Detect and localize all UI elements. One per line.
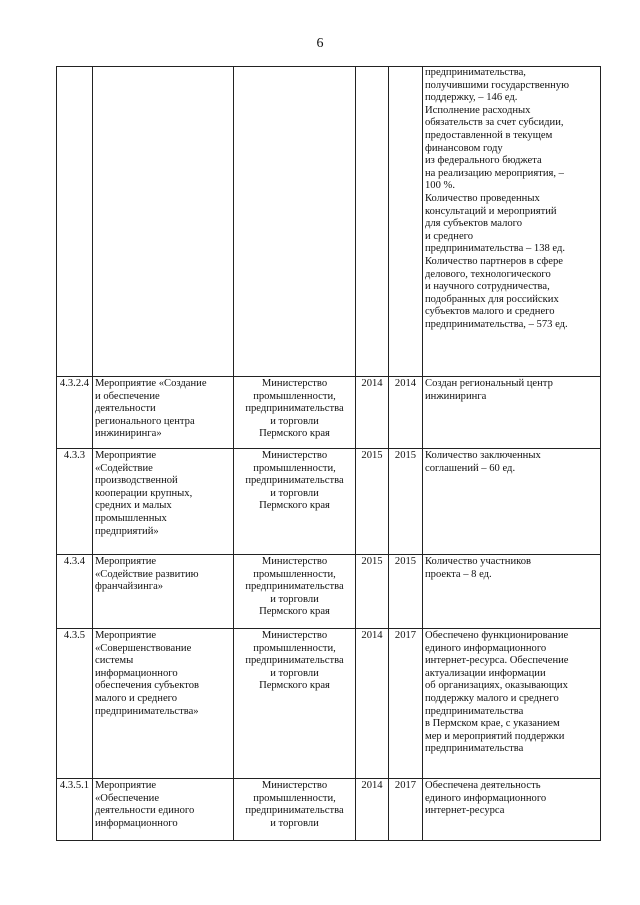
start-year: 2014 bbox=[356, 779, 389, 841]
responsible-org: Министерство промышленности, предпринимательства и торговли Пермского края bbox=[234, 629, 356, 779]
expected-result: Обеспечено функционирование единого информационного интернет-ресурса. Обеспечение актуализации информации об организациях, оказывающих поддержку малого и среднего предпринимательства в Пермском крае, с указанием мер и мероприятий поддержки предпринимательства bbox=[423, 629, 601, 779]
expected-result: Создан региональный центр инжиниринга bbox=[423, 377, 601, 449]
row-number: 4.3.5.1 bbox=[57, 779, 93, 841]
table-row bbox=[57, 449, 601, 555]
responsible-org bbox=[234, 67, 356, 377]
activity-title: Мероприятие «Обеспечение деятельности единого информационного bbox=[93, 779, 234, 841]
start-year: 2015 bbox=[356, 555, 389, 629]
end-year: 2015 bbox=[389, 555, 423, 629]
row-number: 4.3.2.4 bbox=[57, 377, 93, 449]
row-number bbox=[57, 67, 93, 377]
page-number: 6 bbox=[316, 36, 324, 51]
row-number: 4.3.3 bbox=[57, 449, 93, 555]
start-year: 2015 bbox=[356, 449, 389, 555]
activity-title bbox=[93, 67, 234, 377]
expected-result: Количество участников проекта – 8 ед. bbox=[423, 555, 601, 629]
end-year: 2014 bbox=[389, 377, 423, 449]
expected-result: предпринимательства, получившими государственную поддержку, – 146 ед. Исполнение расходных обязательств за счет субсидии, предоставленной в текущем финансовом году из федерального бюджета на реализацию мероприятия, – 100 %. Количество проведенных консультаций и мероприятий для субъектов малого и среднего предпринимательства – 138 ед. Количество партнеров в сфере делового, технологического и научного сотрудничества, подобранных для российских субъектов малого и среднего предпринимательства, – 573 ед. bbox=[423, 67, 601, 377]
start-year: 2014 bbox=[356, 377, 389, 449]
expected-result: Количество заключенных соглашений – 60 ед. bbox=[423, 449, 601, 555]
end-year bbox=[389, 67, 423, 377]
activity-title: Мероприятие «Создание и обеспечение деятельности регионального центра инжиниринга» bbox=[93, 377, 234, 449]
responsible-org: Министерство промышленности, предпринимательства и торговли Пермского края bbox=[234, 449, 356, 555]
row-number: 4.3.5 bbox=[57, 629, 93, 779]
responsible-org: Министерство промышленности, предпринимательства и торговли Пермского края bbox=[234, 377, 356, 449]
activity-title: Мероприятие «Содействие производственной кооперации крупных, средних и малых промышленных предприятий» bbox=[93, 449, 234, 555]
responsible-org: Министерство промышленности, предпринимательства и торговли Пермского края bbox=[234, 555, 356, 629]
table-row bbox=[57, 629, 601, 779]
responsible-org: Министерство промышленности, предпринимательства и торговли bbox=[234, 779, 356, 841]
activities-table bbox=[56, 66, 601, 841]
end-year: 2017 bbox=[389, 779, 423, 841]
table-row bbox=[57, 377, 601, 449]
activity-title: Мероприятие «Совершенствование системы информационного обеспечения субъектов малого и среднего предпринимательства» bbox=[93, 629, 234, 779]
end-year: 2017 bbox=[389, 629, 423, 779]
end-year: 2015 bbox=[389, 449, 423, 555]
expected-result: Обеспечена деятельность единого информационного интернет-ресурса bbox=[423, 779, 601, 841]
activity-title: Мероприятие «Содействие развитию франчайзинга» bbox=[93, 555, 234, 629]
start-year bbox=[356, 67, 389, 377]
table-row bbox=[57, 779, 601, 841]
row-number: 4.3.4 bbox=[57, 555, 93, 629]
table-row bbox=[57, 555, 601, 629]
table-row bbox=[57, 67, 601, 377]
start-year: 2014 bbox=[356, 629, 389, 779]
